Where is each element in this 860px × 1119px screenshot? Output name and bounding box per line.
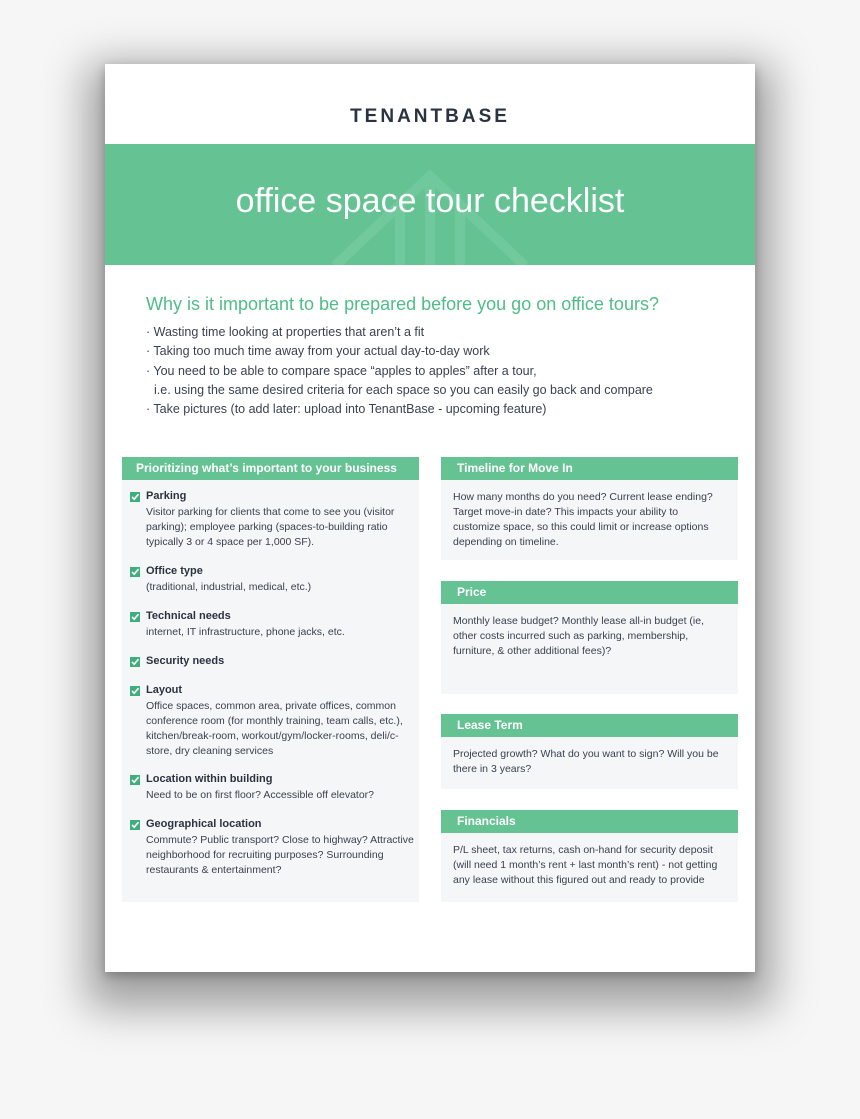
list-item: · You need to be able to compare space “apples to apples” after a tour, (146, 363, 537, 378)
financials-description: P/L sheet, tax returns, cash on-hand for security deposit (will need 1 month’s rent + last month’s rent) - not getting any lease without this figured out and ready to provide (453, 844, 718, 886)
item-description: (traditional, industrial, medical, etc.) (146, 581, 312, 593)
checklist-sheet (105, 64, 755, 972)
checkbox-checked-icon (130, 492, 140, 502)
price-description: Monthly lease budget? Monthly lease all-in budget (ie, other costs incurred such as parking, membership, furniture, & other additional fees)? (453, 615, 704, 657)
list-item: · Take pictures (to add later: upload into TenantBase - upcoming feature) (146, 402, 547, 417)
intro-question: Why is it important to be prepared before you go on office tours? (146, 294, 659, 314)
item-title: Office type (146, 565, 203, 577)
lease-term-panel (441, 714, 738, 789)
price-header: Price (441, 581, 738, 604)
item-description: Commute? Public transport? Close to highway? Attractive neighborhood for recruiting purposes? Surrounding restaurants & entertainment? (146, 834, 414, 876)
item-title: Technical needs (146, 610, 231, 622)
checkbox-checked-icon (130, 567, 140, 577)
tenantbase-logo: TENANTBASE (350, 106, 510, 127)
item-title: Security needs (146, 655, 225, 667)
checkbox-checked-icon (130, 686, 140, 696)
item-description: Office spaces, common area, private offices, common conference room (for monthly training, team calls, etc.), kitchen/break-room, workout/gym/locker-rooms, deli/c-store, dry cleaning services (146, 700, 403, 757)
financials-header: Financials (441, 810, 738, 833)
timeline-description: How many months do you need? Current lease ending? Target move-in date? This impacts your ability to customize space, so this could limit or increase options depending on timeline. (453, 491, 713, 548)
checkbox-checked-icon (130, 775, 140, 785)
checkbox-checked-icon (130, 820, 140, 830)
item-title: Location within building (146, 773, 273, 785)
list-item: · Wasting time looking at properties that aren’t a fit (146, 325, 425, 339)
item-description: Need to be on first floor? Accessible off elevator? (146, 789, 375, 801)
financials-panel (441, 810, 738, 902)
intro-bullets (146, 323, 653, 419)
item-description: internet, IT infrastructure, phone jacks, etc. (146, 626, 345, 638)
item-title: Layout (146, 684, 183, 696)
item-title: Parking (146, 490, 187, 502)
item-title: Geographical location (146, 818, 262, 830)
lease-term-description: Projected growth? What do you want to sign? Will you be there in 3 years? (453, 748, 719, 775)
checkbox-checked-icon (130, 612, 140, 622)
lease-term-header: Lease Term (441, 714, 738, 737)
priorities-header: Prioritizing what’s important to your business (122, 457, 419, 480)
list-item: i.e. using the same desired criteria for each space so you can easily go back and compare (154, 382, 653, 397)
item-description: Visitor parking for clients that come to see you (visitor parking); employee parking (spaces-to-building ratio typically 3 or 4 space per 1,000 SF). (146, 506, 395, 548)
page-title: office space tour checklist (235, 182, 625, 220)
timeline-panel (441, 457, 738, 560)
title-banner (105, 144, 755, 265)
timeline-header: Timeline for Move In (441, 457, 738, 480)
price-panel (441, 581, 738, 694)
priorities-panel (122, 457, 419, 902)
list-item: · Taking too much time away from your actual day-to-day work (146, 344, 490, 359)
checkbox-checked-icon (130, 657, 140, 667)
